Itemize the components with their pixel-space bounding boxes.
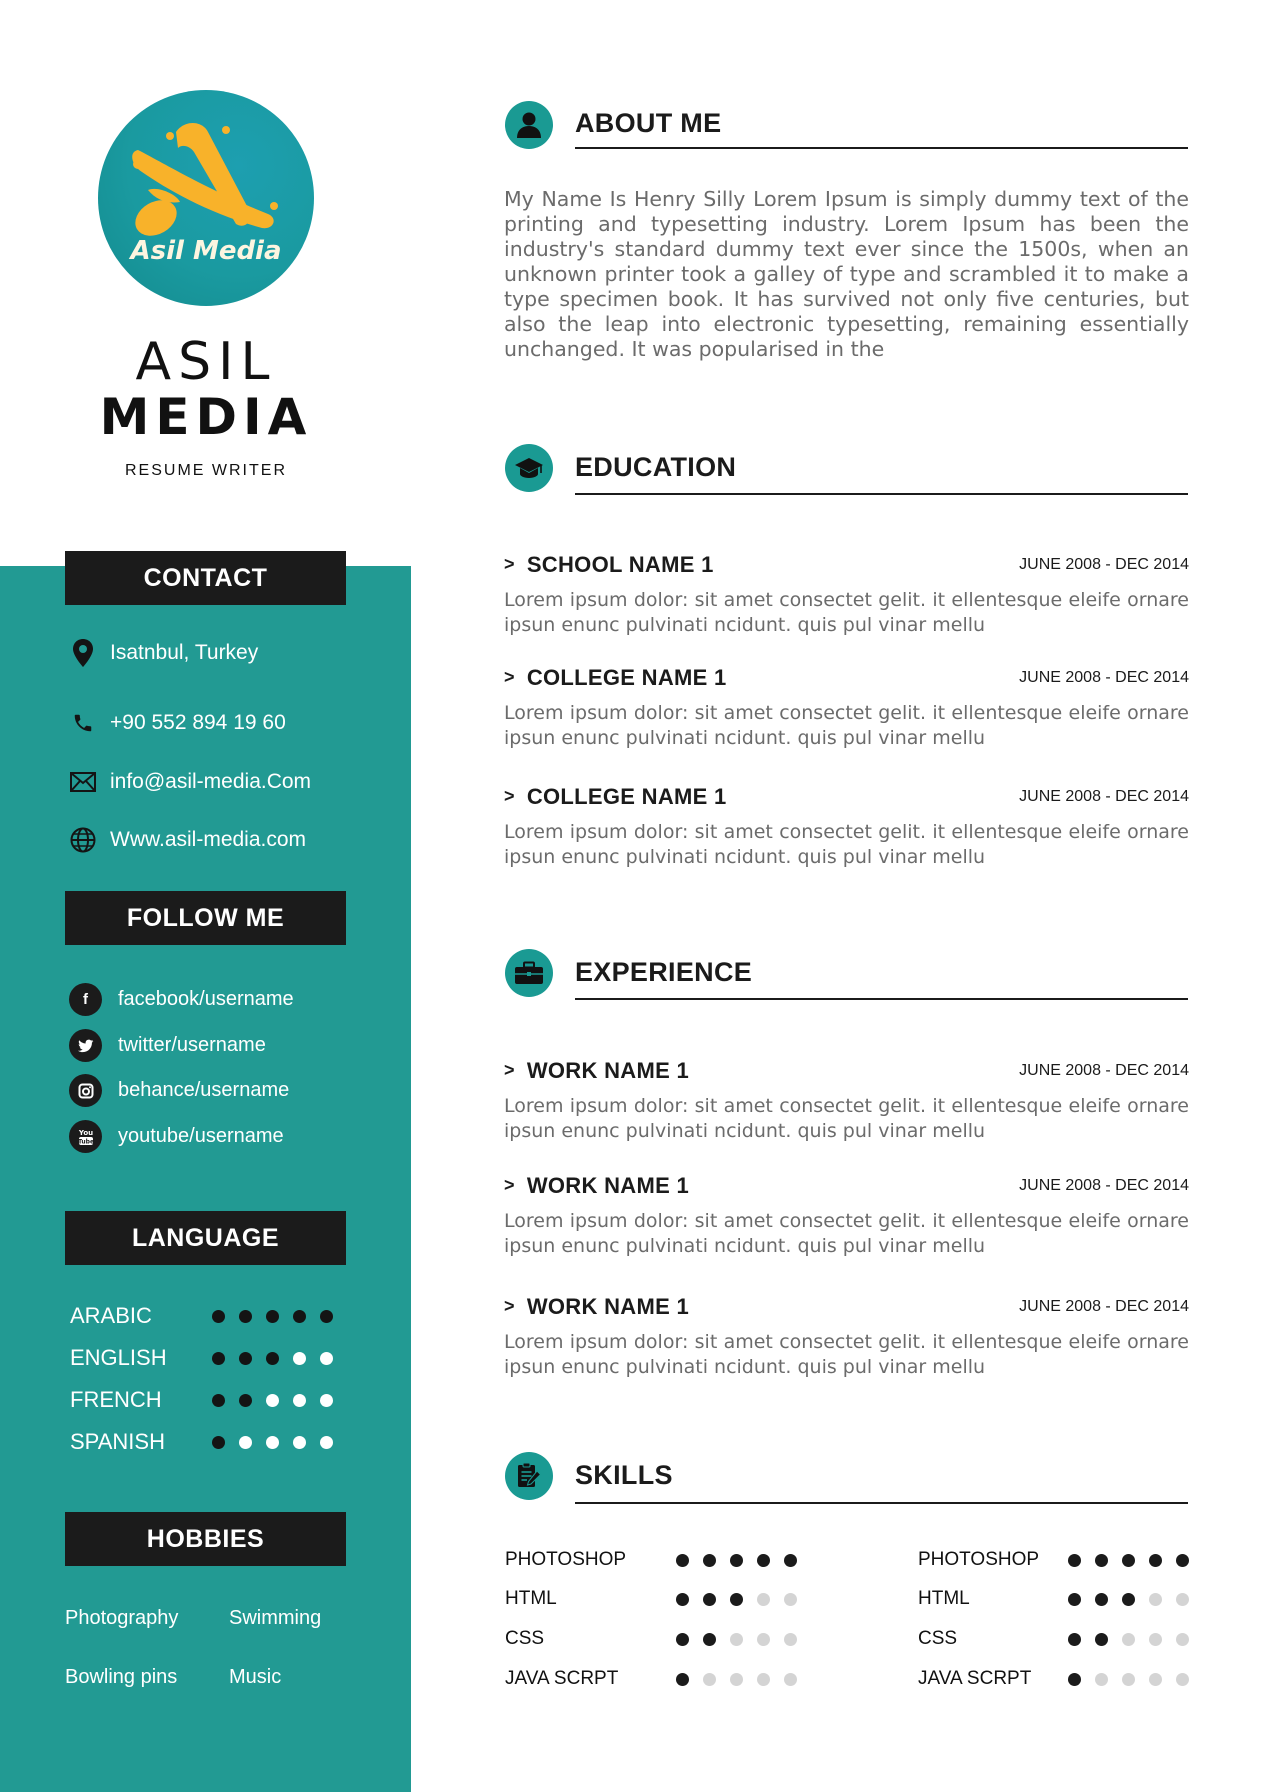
skill-row [505, 1667, 618, 1691]
graduation-cap-icon [505, 444, 553, 492]
chevron-right-icon: > [504, 1175, 515, 1195]
paint-splash-icon [98, 90, 314, 306]
rating-dot-filled [757, 1554, 770, 1567]
experience-entry-date: JUNE 2008 - DEC 2014 [1019, 1062, 1189, 1079]
svg-text:Tube: Tube [77, 1138, 94, 1145]
rating-dot-filled [703, 1593, 716, 1606]
briefcase-icon [505, 949, 553, 997]
rating-dot-empty [1095, 1673, 1108, 1686]
rating-dot-filled [676, 1633, 689, 1646]
rating-dot-filled [676, 1554, 689, 1567]
chevron-right-icon: > [504, 1296, 515, 1316]
experience-entry-date: JUNE 2008 - DEC 2014 [1019, 1298, 1189, 1315]
rating-dot-empty [784, 1633, 797, 1646]
brand-subtitle: RESUME WRITER [125, 462, 287, 479]
hobby-item: Music [229, 1666, 282, 1688]
rating-dot-empty [703, 1673, 716, 1686]
rating-dot-empty [320, 1394, 333, 1407]
skill-level [676, 1673, 811, 1686]
about-title: ABOUT ME [575, 108, 722, 138]
education-entry-description: Lorem ipsum dolor: sit amet consectet gelit. it ellentesque eleife ornare ipsun enunc pulvinati ncidunt. quis pul vinar mellu [504, 589, 1189, 636]
skill-name: JAVA SCRPT [505, 1668, 619, 1689]
skill-level [1068, 1673, 1203, 1686]
rating-dot-empty [1122, 1633, 1135, 1646]
rating-dot-filled [730, 1593, 743, 1606]
rating-dot-filled [320, 1310, 333, 1323]
education-divider [575, 493, 1188, 495]
rating-dot-empty [1176, 1673, 1189, 1686]
rating-dot-empty [730, 1673, 743, 1686]
rating-dot-filled [784, 1554, 797, 1567]
education-entry-date: JUNE 2008 - DEC 2014 [1019, 788, 1189, 805]
education-entry-name: > COLLEGE NAME 1 [504, 665, 727, 690]
rating-dot-filled [676, 1673, 689, 1686]
language-heading: LANGUAGE [65, 1211, 346, 1265]
skill-name: HTML [505, 1588, 557, 1609]
user-icon [505, 101, 553, 149]
location-pin-icon [68, 638, 98, 668]
behance-icon [69, 1074, 102, 1107]
chevron-right-icon: > [504, 667, 515, 687]
contact-location [68, 638, 258, 668]
education-entry-description: Lorem ipsum dolor: sit amet consectet gelit. it ellentesque eleife ornare ipsun enunc pulvinati ncidunt. quis pul vinar mellu [504, 702, 1189, 749]
experience-entry-date: JUNE 2008 - DEC 2014 [1019, 1177, 1189, 1194]
chevron-right-icon: > [504, 554, 515, 574]
language-name: SPANISH [70, 1429, 165, 1454]
rating-dot-filled [1122, 1593, 1135, 1606]
rating-dot-filled [676, 1593, 689, 1606]
experience-title: EXPERIENCE [575, 957, 753, 987]
rating-dot-empty [757, 1593, 770, 1606]
skill-row [505, 1587, 557, 1611]
skill-level [676, 1633, 811, 1646]
brand-name-line1: ASIL [135, 332, 277, 392]
social-twitter-text: twitter/username [118, 1034, 266, 1056]
rating-dot-filled [703, 1554, 716, 1567]
social-facebook-text: facebook/username [118, 988, 294, 1010]
rating-dot-empty [757, 1673, 770, 1686]
language-name: FRENCH [70, 1387, 162, 1412]
rating-dot-filled [212, 1352, 225, 1365]
rating-dot-empty [266, 1436, 279, 1449]
contact-email[interactable] [68, 767, 311, 797]
hobby-item: Photography [65, 1607, 179, 1629]
experience-entry-header [504, 1172, 1189, 1200]
experience-entry-description: Lorem ipsum dolor: sit amet consectet gelit. it ellentesque eleife ornare ipsun enunc pulvinati ncidunt. quis pul vinar mellu [504, 1095, 1189, 1142]
rating-dot-empty [1149, 1673, 1162, 1686]
rating-dot-filled [1068, 1554, 1081, 1567]
rating-dot-filled [1176, 1554, 1189, 1567]
skill-row [505, 1627, 544, 1651]
education-entry-header [504, 783, 1189, 811]
rating-dot-filled [1095, 1633, 1108, 1646]
language-name: ARABIC [70, 1303, 152, 1328]
rating-dot-empty [266, 1394, 279, 1407]
language-row [70, 1385, 350, 1415]
skill-name: PHOTOSHOP [505, 1549, 627, 1570]
skill-level [1068, 1554, 1203, 1567]
facebook-icon: f [69, 983, 102, 1016]
rating-dot-filled [730, 1554, 743, 1567]
rating-dot-filled [1068, 1593, 1081, 1606]
document-edit-icon [505, 1452, 553, 1500]
skill-level [1068, 1593, 1203, 1606]
rating-dot-filled [1149, 1554, 1162, 1567]
skill-row [918, 1667, 1031, 1691]
skills-title: SKILLS [575, 1460, 673, 1490]
skill-name: CSS [505, 1628, 545, 1649]
skill-level [1068, 1633, 1203, 1646]
contact-heading: CONTACT [65, 551, 346, 605]
skill-level [676, 1593, 811, 1606]
about-text: My Name Is Henry Silly Lorem Ipsum is simply dummy text of the printing and typesetting industry. Lorem Ipsum has been the industry's standard dummy text ever since the 1500s, when an unknown printer took a galley of type and scrambled it to make a type specimen book. It has survived not only five centuries, but also the leap into electronic typesetting, remaining essentially unchanged. It was popularised in the [504, 187, 1189, 361]
skill-row [505, 1548, 626, 1572]
education-entry-description: Lorem ipsum dolor: sit amet consectet gelit. it ellentesque eleife ornare ipsun enunc pulvinati ncidunt. quis pul vinar mellu [504, 821, 1189, 868]
twitter-icon [69, 1029, 102, 1062]
education-entry-header [504, 551, 1189, 579]
contact-website-text: Www.asil-media.com [110, 828, 307, 851]
language-level [212, 1436, 347, 1449]
language-name: ENGLISH [70, 1345, 167, 1370]
language-level [212, 1394, 347, 1407]
hobby-item: Swimming [229, 1607, 322, 1629]
follow-heading: FOLLOW ME [65, 891, 346, 945]
rating-dot-empty [1176, 1633, 1189, 1646]
social-behance[interactable] [69, 1074, 289, 1107]
rating-dot-filled [703, 1633, 716, 1646]
brand-name-line2: MEDIA [99, 388, 313, 446]
youtube-icon [69, 1120, 102, 1153]
rating-dot-empty [1122, 1673, 1135, 1686]
education-entry-name: > COLLEGE NAME 1 [504, 784, 727, 809]
language-level [212, 1352, 347, 1365]
experience-entry-name: > WORK NAME 1 [504, 1294, 690, 1319]
rating-dot-empty [320, 1436, 333, 1449]
skill-row [918, 1587, 970, 1611]
language-row [70, 1343, 350, 1373]
contact-phone-text: +90 552 894 19 60 [110, 711, 286, 734]
education-entry-name: > SCHOOL NAME 1 [504, 552, 714, 577]
contact-phone[interactable] [68, 708, 286, 738]
experience-entry-description: Lorem ipsum dolor: sit amet consectet gelit. it ellentesque eleife ornare ipsun enunc pulvinati ncidunt. quis pul vinar mellu [504, 1210, 1189, 1257]
about-divider [575, 147, 1188, 149]
social-youtube-text: youtube/username [118, 1125, 284, 1147]
skill-name: JAVA SCRPT [918, 1668, 1032, 1689]
experience-entry-name: > WORK NAME 1 [504, 1058, 690, 1083]
rating-dot-filled [1095, 1554, 1108, 1567]
social-behance-text: behance/username [118, 1079, 290, 1101]
education-title: EDUCATION [575, 452, 737, 482]
rating-dot-filled [212, 1394, 225, 1407]
experience-divider [575, 998, 1188, 1000]
experience-entry-name: > WORK NAME 1 [504, 1173, 690, 1198]
social-twitter[interactable] [69, 1029, 266, 1062]
language-row [70, 1427, 350, 1457]
social-youtube[interactable] [69, 1120, 284, 1153]
rating-dot-empty [1149, 1593, 1162, 1606]
skill-name: CSS [918, 1628, 958, 1649]
education-entry-date: JUNE 2008 - DEC 2014 [1019, 669, 1189, 686]
chevron-right-icon: > [504, 1060, 515, 1080]
rating-dot-filled [239, 1394, 252, 1407]
experience-entry-header [504, 1057, 1189, 1085]
experience-entry-header [504, 1293, 1189, 1321]
rating-dot-empty [1176, 1593, 1189, 1606]
skill-row [918, 1627, 957, 1651]
contact-website[interactable] [68, 825, 306, 855]
mail-icon [68, 767, 98, 797]
language-level [212, 1310, 347, 1323]
rating-dot-filled [1122, 1554, 1135, 1567]
skill-row [918, 1548, 1039, 1572]
language-row [70, 1301, 350, 1331]
rating-dot-filled [1068, 1633, 1081, 1646]
education-entry-date: JUNE 2008 - DEC 2014 [1019, 556, 1189, 573]
sidebar [0, 566, 411, 1792]
phone-icon [68, 708, 98, 738]
rating-dot-empty [239, 1436, 252, 1449]
rating-dot-filled [239, 1310, 252, 1323]
rating-dot-empty [757, 1633, 770, 1646]
hobbies-heading: HOBBIES [65, 1512, 346, 1566]
contact-email-text: info@asil-media.Com [110, 770, 312, 793]
rating-dot-filled [212, 1310, 225, 1323]
skill-level [676, 1554, 811, 1567]
rating-dot-filled [293, 1310, 306, 1323]
rating-dot-empty [293, 1436, 306, 1449]
social-facebook[interactable] [69, 983, 294, 1016]
rating-dot-empty [730, 1633, 743, 1646]
rating-dot-filled [212, 1436, 225, 1449]
experience-entry-description: Lorem ipsum dolor: sit amet consectet gelit. it ellentesque eleife ornare ipsun enunc pulvinati ncidunt. quis pul vinar mellu [504, 1331, 1189, 1378]
rating-dot-empty [1149, 1633, 1162, 1646]
globe-icon [68, 825, 98, 855]
svg-text:You: You [78, 1128, 93, 1137]
skill-name: PHOTOSHOP [918, 1549, 1040, 1570]
contact-location-text: Isatnbul, Turkey [110, 641, 259, 664]
rating-dot-empty [784, 1593, 797, 1606]
rating-dot-filled [266, 1310, 279, 1323]
rating-dot-empty [784, 1673, 797, 1686]
brand-logo [98, 90, 314, 306]
logo-text: Asil Media [130, 236, 282, 266]
hobby-item: Bowling pins [65, 1666, 178, 1688]
rating-dot-empty [293, 1352, 306, 1365]
rating-dot-empty [293, 1394, 306, 1407]
chevron-right-icon: > [504, 786, 515, 806]
rating-dot-filled [239, 1352, 252, 1365]
education-entry-header [504, 664, 1189, 692]
rating-dot-empty [320, 1352, 333, 1365]
rating-dot-filled [1095, 1593, 1108, 1606]
skills-divider [575, 1502, 1188, 1504]
rating-dot-filled [1068, 1673, 1081, 1686]
skill-name: HTML [918, 1588, 970, 1609]
rating-dot-filled [266, 1352, 279, 1365]
